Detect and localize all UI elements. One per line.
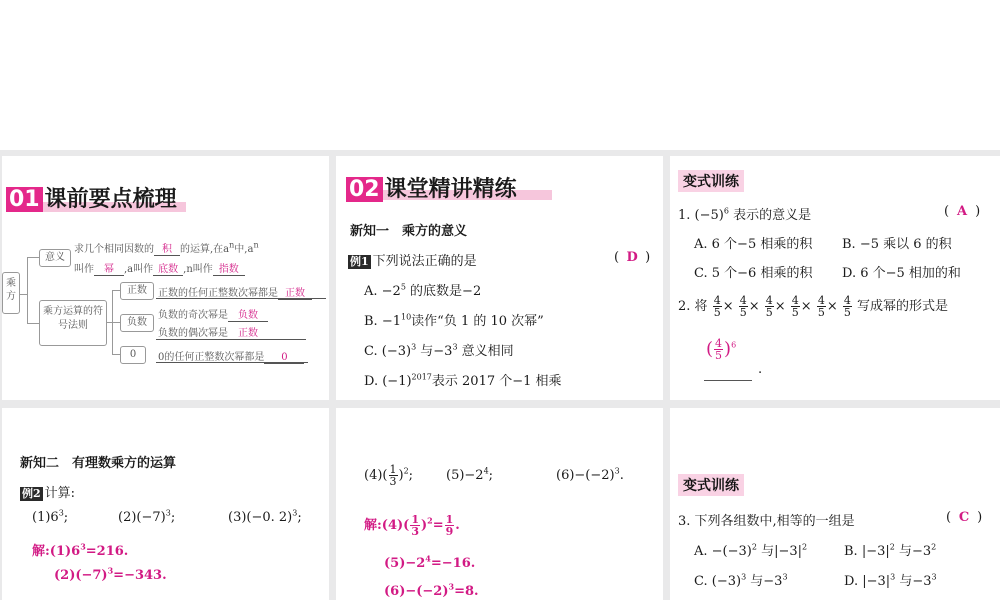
answer-underline — [704, 380, 752, 381]
problem-6: $(6)-(-2)^3$. — [556, 466, 624, 483]
rule-underline — [156, 362, 308, 363]
connector — [27, 257, 39, 258]
subsection-title: 新知一 乘方的意义 — [350, 224, 468, 239]
answer-value: D — [626, 250, 638, 265]
blank-base: 底数 — [153, 260, 183, 276]
mindmap-node-negative: 负数 — [120, 314, 154, 332]
section-number-badge: 01 — [6, 187, 43, 212]
solution-6: $(6)-(-2)^3=8$. — [384, 581, 479, 599]
q1-option-b: B. −5 乘以 6 的积 — [842, 237, 952, 252]
section-title: 课堂精讲精练 — [384, 177, 517, 202]
period: . — [758, 362, 763, 377]
section-number-badge: 02 — [346, 177, 383, 202]
blank-exponent: 指数 — [213, 260, 245, 276]
problem-5: $(5)-2^4$; — [446, 466, 494, 483]
connector — [112, 290, 120, 291]
solution-1: 解$:(1)6^3=216$. — [32, 541, 129, 559]
problem-1: $(1)6^3$; — [32, 508, 69, 525]
rule-underline — [156, 298, 326, 299]
variant-training-tag: 变式训练 — [678, 170, 744, 192]
connector — [27, 257, 28, 323]
blank-negative-odd: 负数 — [228, 306, 268, 322]
q1-option-d: D. 6 个−5 相加的和 — [842, 266, 961, 281]
q3-option-c: C. $(-3)^3$ 与$-3^3$ — [694, 572, 788, 589]
panel-variant-training-1 — [670, 156, 1000, 400]
option-b: B. $-1^{10}$读作“负 1 的 10 次幂” — [364, 312, 544, 329]
problem-4: (4)( $\frac{1}{3}$ )$^2$; — [364, 463, 414, 488]
mindmap-node-positive: 正数 — [120, 282, 154, 300]
example-tag: 例2 — [22, 487, 41, 500]
section-heading — [346, 172, 517, 203]
connector — [27, 323, 39, 324]
connector — [112, 354, 120, 355]
panel-problems-continued — [336, 408, 663, 600]
panel-class-practice — [336, 156, 663, 400]
zero-rule: 0的任何正整数次幂都是 0 — [158, 348, 304, 364]
q3-option-a: A. $-(-3)^2$ 与$|-3|^2$ — [694, 542, 808, 559]
q3-option-d: D. $|-3|^3$ 与$-3^3$ — [844, 572, 937, 589]
answer-bracket: ( D ) — [614, 250, 651, 265]
section-heading — [6, 182, 177, 213]
panel-pre-class-review — [2, 156, 329, 400]
example-question: 例2 计算: — [22, 486, 76, 501]
question-1: 1. $(-5)^6$ 表示的意义是 — [678, 206, 812, 223]
section-title: 课前要点梳理 — [44, 187, 177, 212]
panel-variant-training-2 — [670, 408, 1000, 600]
example-question: 例1 下列说法正确的是 — [350, 254, 477, 269]
answer-value: C — [958, 510, 970, 525]
answer-value: A — [957, 204, 968, 219]
option-c: C. $(-3)^3$ 与$-3^3$ 意义相同 — [364, 342, 514, 359]
q2-answer: ( $\frac{4}{5}$ )$^6$ — [706, 337, 737, 362]
negative-even-rule: 负数的偶次幂是 正数 — [158, 324, 268, 340]
subsection-title: 新知二 有理数乘方的运算 — [20, 456, 177, 471]
answer-bracket: ( C ) — [946, 510, 983, 525]
solution-4: 解:(4)( $\frac{1}{3}$ )$^2$= $\frac{1}{9}$ . — [364, 513, 460, 538]
connector — [19, 294, 27, 295]
blank-negative-even: 正数 — [228, 324, 268, 340]
negative-odd-rule: 负数的奇次幂是 负数 — [158, 306, 268, 322]
connector — [112, 322, 120, 323]
mindmap-node-sign-rules: 乘方运算的符号法则 — [39, 300, 107, 346]
panel-new-knowledge-2 — [2, 408, 329, 600]
blank-product: 积 — [154, 240, 180, 256]
rule-underline — [156, 339, 306, 340]
positive-rule: 正数的任何正整数次幂都是 正数 — [158, 284, 312, 300]
solution-5: $(5)-2^4=-16$. — [384, 553, 476, 571]
blank-zero: 0 — [264, 352, 304, 364]
question-3: 3. 下列各组数中,相等的一组是 — [678, 514, 855, 529]
mindmap-root-node: 乘方 — [2, 272, 20, 314]
blank-power: 幂 — [94, 260, 124, 276]
problem-3: (3)(−0. 2)$^3$; — [228, 508, 302, 525]
question-2: 2. 将 $\frac{4}{5}$ × $\frac{4}{5}$ × $\frac{4}{5}$ × $\frac{4}{5}$ × $\frac{4}{5}$ × $\frac{4}{5}$ 写成幂的形式是 — [678, 294, 948, 319]
q3-option-b: B. $|-3|^2$ 与$-3^2$ — [844, 542, 937, 559]
problem-2: $(2)(-7)^3$; — [118, 508, 176, 525]
meaning-line-2: 叫作 幂 ,a叫作 底数 ,n叫作 指数 — [74, 260, 245, 276]
answer-bracket: ( A ) — [944, 204, 981, 219]
blank-positive: 正数 — [278, 284, 312, 300]
solution-2: $(2)(-7)^3=-343$. — [54, 565, 167, 583]
variant-training-tag: 变式训练 — [678, 474, 744, 496]
option-d: D. $(-1)^{2017}$表示 2017 个−1 相乘 — [364, 372, 562, 389]
mindmap-node-meaning: 意义 — [39, 249, 71, 267]
example-tag: 例1 — [350, 255, 369, 268]
q1-option-c: C. 5 个−6 相乘的积 — [694, 266, 813, 281]
meaning-line-1: 求几个相同因数的 积 的运算,在$a^n$中$,a^n$ — [74, 240, 259, 255]
mindmap-node-zero: 0 — [120, 346, 146, 364]
q1-option-a: A. 6 个−5 相乘的积 — [694, 237, 813, 252]
option-a: A. $-2^5$ 的底数是−2 — [364, 282, 482, 299]
